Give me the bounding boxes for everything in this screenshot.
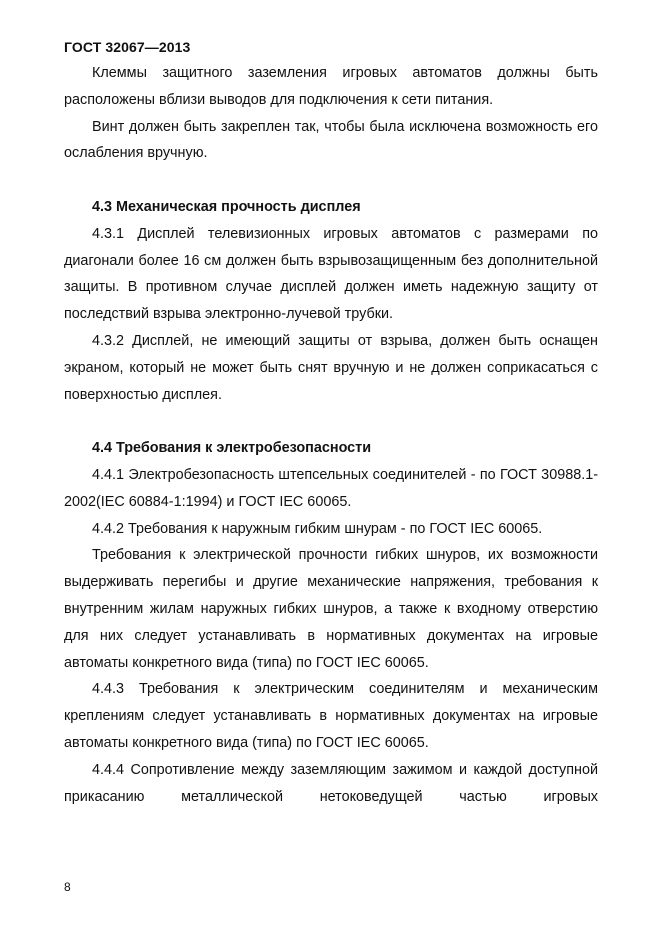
paragraph-4-3-2: 4.3.2 Дисплей, не имеющий защиты от взрыва, должен быть оснащен экраном, который не может быть снят вручную и не должен соприкасаться с поверхностью дисплея. bbox=[64, 332, 598, 403]
paragraph-4-4-3: 4.4.3 Требования к электрическим соединителям и механическим креплениям следует устанавливать в нормативных документах на игровые автоматы конкретного вида (типа) по ГОСТ IEC 60065. bbox=[64, 681, 598, 751]
document-body bbox=[64, 60, 598, 810]
paragraph-4-4-4: 4.4.4 Сопротивление между заземляющим зажимом и каждой доступной прикасанию металлической нетоковедущей частью игровых bbox=[64, 761, 598, 805]
spacer bbox=[64, 167, 598, 194]
section-heading-4-4: 4.4 Требования к электробезопасности bbox=[92, 440, 372, 457]
page-number: 8 bbox=[64, 880, 71, 894]
paragraph-4-3-1: 4.3.1 Дисплей телевизионных игровых автоматов с размерами по диагонали более 16 см должен быть взрывозащищенным без дополнительной защиты. В противном случае дисплей должен иметь надежную защиту от последствий взрыва электронно-лучевой трубки. bbox=[64, 225, 598, 323]
paragraph-screw: Винт должен быть закреплен так, чтобы была исключена возможность его ослабления вручную. bbox=[64, 118, 598, 162]
paragraph-4-4-2: 4.4.2 Требования к наружным гибким шнурам - по ГОСТ IEC 60065. bbox=[92, 520, 543, 537]
paragraph-grounding-terminals: Клеммы защитного заземления игровых автоматов должны быть расположены вблизи выводов для подключения к сети питания. bbox=[64, 65, 598, 108]
spacer bbox=[64, 408, 598, 435]
section-heading-4-3: 4.3 Механическая прочность дисплея bbox=[92, 198, 361, 215]
paragraph-4-4-2-continued: Требования к электрической прочности гибких шнуров, их возможности выдерживать перегибы и другие механические напряжения, требования к внутренним жилам наружных гибких шнуров, а также к входному отверстию для них следует устанавливать в нормативных документах на игровые автоматы конкретного вида (типа) по ГОСТ IEC 60065. bbox=[64, 547, 598, 671]
paragraph-4-4-1: 4.4.1 Электробезопасность штепсельных соединителей - по ГОСТ 30988.1-2002(IEC 60884-1:1994) и ГОСТ IEC 60065. bbox=[64, 466, 598, 510]
standard-header: ГОСТ 32067—2013 bbox=[64, 39, 191, 55]
